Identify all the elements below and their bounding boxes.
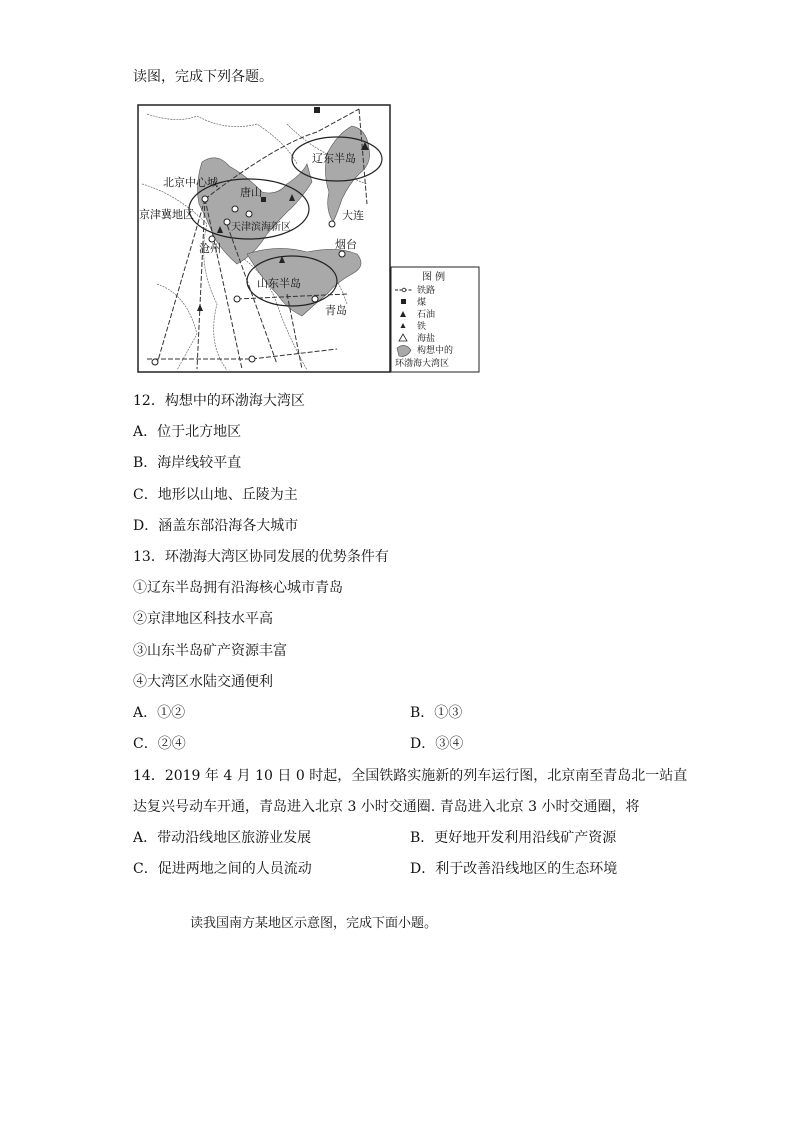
q13-option-d[interactable]: D．③④ xyxy=(410,736,464,752)
label-shandong: 山东半岛 xyxy=(257,277,301,290)
q13-option-c[interactable]: C．②④ xyxy=(133,736,186,752)
q14-option-b[interactable]: B．更好地开发利用沿线矿产资源 xyxy=(410,830,617,846)
label-cangzhou: 沧州 xyxy=(199,242,221,255)
q13-item-1: ①辽东半岛拥有沿海核心城市青岛 xyxy=(133,580,343,596)
intro-text: 读图，完成下列各题。 xyxy=(133,69,273,85)
legend-coal: 煤 xyxy=(417,298,427,308)
q12-option-b[interactable]: B．海岸线较平直 xyxy=(133,455,242,471)
legend-oil: 石油 xyxy=(417,310,436,320)
q13-item-4: ④大湾区水陆交通便利 xyxy=(133,674,273,690)
q14-option-d[interactable]: D．利于改善沿线地区的生态环境 xyxy=(410,861,618,877)
map-legend xyxy=(391,267,479,372)
q14-stem-line1: 14．2019 年 4 月 10 日 0 时起，全国铁路实施新的列车运行图，北京南至青岛北一站直 xyxy=(133,768,688,784)
label-tangshan: 唐山 xyxy=(240,186,262,199)
q12-option-d[interactable]: D．涵盖东部沿海各大城市 xyxy=(133,518,299,534)
q14-stem-line2: 达复兴号动车开通，青岛进入北京 3 小时交通圈. 青岛进入北京 3 小时交通圈，将 xyxy=(133,799,640,815)
label-binhai: 天津滨海新区 xyxy=(231,222,291,233)
q13-option-b[interactable]: B．①③ xyxy=(410,705,463,721)
coal-symbol xyxy=(314,107,320,113)
q12-option-c[interactable]: C．地形以山地、丘陵为主 xyxy=(133,487,298,503)
q13-stem: 13．环渤海大湾区协同发展的优势条件有 xyxy=(133,549,389,565)
legend-iron: 铁 xyxy=(417,322,427,332)
q12-stem: 12．构想中的环渤海大湾区 xyxy=(133,393,305,409)
q13-option-a[interactable]: A．①② xyxy=(133,705,186,721)
legend-bay-area-2: 环渤海大湾区 xyxy=(395,359,450,369)
q12-option-a[interactable]: A．位于北方地区 xyxy=(133,424,242,440)
label-liaodong: 辽东半岛 xyxy=(312,152,356,165)
legend-bay-area-1: 构想中的 xyxy=(417,346,454,356)
q13-item-3: ③山东半岛矿产资源丰富 xyxy=(133,643,287,659)
next-question-intro: 读我国南方某地区示意图，完成下面小题。 xyxy=(190,916,438,931)
bohai-bay-area-map xyxy=(137,104,480,374)
label-dalian: 大连 xyxy=(342,209,364,222)
label-qingdao: 青岛 xyxy=(325,304,347,317)
label-yantai: 烟台 xyxy=(335,238,357,251)
q13-item-2: ②京津地区科技水平高 xyxy=(133,611,273,627)
legend-salt: 海盐 xyxy=(417,334,436,344)
legend-title: 图 例 xyxy=(422,272,446,283)
label-beijing: 北京中心城 xyxy=(163,176,218,189)
label-jingjinji: 京津冀地区 xyxy=(139,208,194,221)
q14-option-a[interactable]: A．带动沿线地区旅游业发展 xyxy=(133,830,312,846)
q14-option-c[interactable]: C．促进两地之间的人员流动 xyxy=(133,861,312,877)
legend-railway: 铁路 xyxy=(417,286,436,296)
